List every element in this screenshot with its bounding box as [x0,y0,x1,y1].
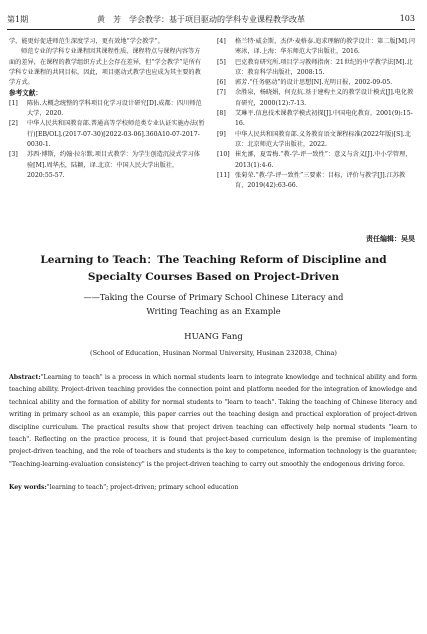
header-rule [7,29,415,30]
abstract-label: Abstract: [9,374,41,381]
reference-item: [4] 格兰特·威金斯，杰伊·麦格泰.追求理解的教学设计：第二版[M].闫寒冰，译.上海：华东师范大学出版社，2016. [217,38,415,56]
reference-item: [2] 中华人民共和国教育部.普通高等学校师范类专业认证实施办法(暂行)[EB/OL].(2017-07-30)[2022-03-06].360A10-07-2017-0030-1. [9,120,205,148]
english-title [0,252,427,286]
body-paragraph: 学，能更好促进师范生深度学习，更有效地“学会教学”。 [9,38,164,45]
reference-item: [3] 苏西·博斯，约翰·拉尔默.项目式教学：为学生创造沉浸式学习体验[M].周华杰，陆颖，译.北京：中国人民大学出版社，2020:55-57. [9,151,200,179]
reference-item: [1] 陈佑.大概念统整的学科项目化学习设计研究[D].成都：四川师范大学，2020. [9,99,202,118]
english-subtitle-line: Writing Teaching as an Example [146,306,281,316]
english-subtitle [0,290,427,318]
body-paragraph: 师范专业的学科专业课程因其课程性质、课程特点与课程内容等方面的差异，在课程的教学组织方式上会存在差异，但“学会教学”是所有学科专业课程的共同目标，因此，项目驱动式教学也应成为其主要的教学方式。 [9,48,201,87]
page-header [7,14,415,28]
reference-item: [5] 巴克教育研究所.项目学习教师指南：21世纪的中学教学法[M].北京：教育科学出版社，2008:15. [217,58,413,76]
left-column [9,37,205,181]
references-title: 参考文献： [9,89,42,98]
reference-item: [10] 崔允漷，夏雪梅.“教-学-评一致性”：意义与含义[J].中小学管理，2013(1):4-6. [217,151,412,169]
page-number: 103 [399,14,415,23]
running-title: 黄 芳 学会教学：基于项目驱动的学科专业课程教学改革 [97,15,305,24]
english-title-line: Specialty Courses Based on Project-Driven [87,271,340,283]
reference-item: [8] 艾琳平.信息技术课教学模式初探[J].中国电化教育，2001(9):15-16. [217,110,413,128]
english-title-line: Learning to Teach：The Teaching Reform of Discipline and [40,254,387,266]
reference-item: [6] 郭芳.“任务驱动”的设计思想[N].光明日报，2002-09-05. [217,79,393,87]
english-subtitle-line: ——Taking the Course of Primary School Chinese Literacy and [83,292,344,302]
keywords-text: "learning to teach"; project-driven; primary school education [46,484,239,491]
author-name: HUANG Fang [184,332,243,342]
reference-item: [7] 余胜泉，杨晓娟，何克抗.基于建构主义的教学设计模式[J].电化教育研究，2000(12):7-13. [217,89,414,107]
reference-item: [9] 中华人民共和国教育部.义务教育语文课程标准(2022年版)[S].北京：北京师范大学出版社，2022. [217,130,411,148]
right-column [217,37,417,191]
abstract-text: "Learning to teach" is a process in which normal students learn to integrate knowledge and technical ability and form teaching ability. Project-driven teaching provides the connection point and platform needed for the integration of knowledge and technical ability and the formation of ability for normal students to "learn to teach". Taking the teaching of Chinese literacy and writing in primary school as an example, this paper carries out the teaching design and practical exploration of project-driven discipline curriculum. The practical results show that project driven teaching can effectively help normal students "learn to teach". Reflecting on the practice process, it is found that project-based curriculum design is the premise of implementing project-driven teaching, and the role of teachers and students is the key to competence, information technology is the guarantee; "Teaching-learning-evaluation consistency" is the project-driven teaching to carry out smoothly the endogenous driving force. [9,374,417,468]
keywords [9,484,417,491]
reference-item: [11] 张菊荣.“教-学-评一致性”三要素：目标，评价与教学[J].江苏教育，2019(42):63-66. [217,171,406,190]
keywords-label: Key words: [9,484,47,491]
abstract [9,372,417,471]
responsible-editor: 责任编辑：吴昊 [366,234,415,243]
issue-number: 第1期 [7,15,29,24]
author-affiliation: (School of Education, Husinan Normal University, Husinan 232038, China) [90,349,337,357]
